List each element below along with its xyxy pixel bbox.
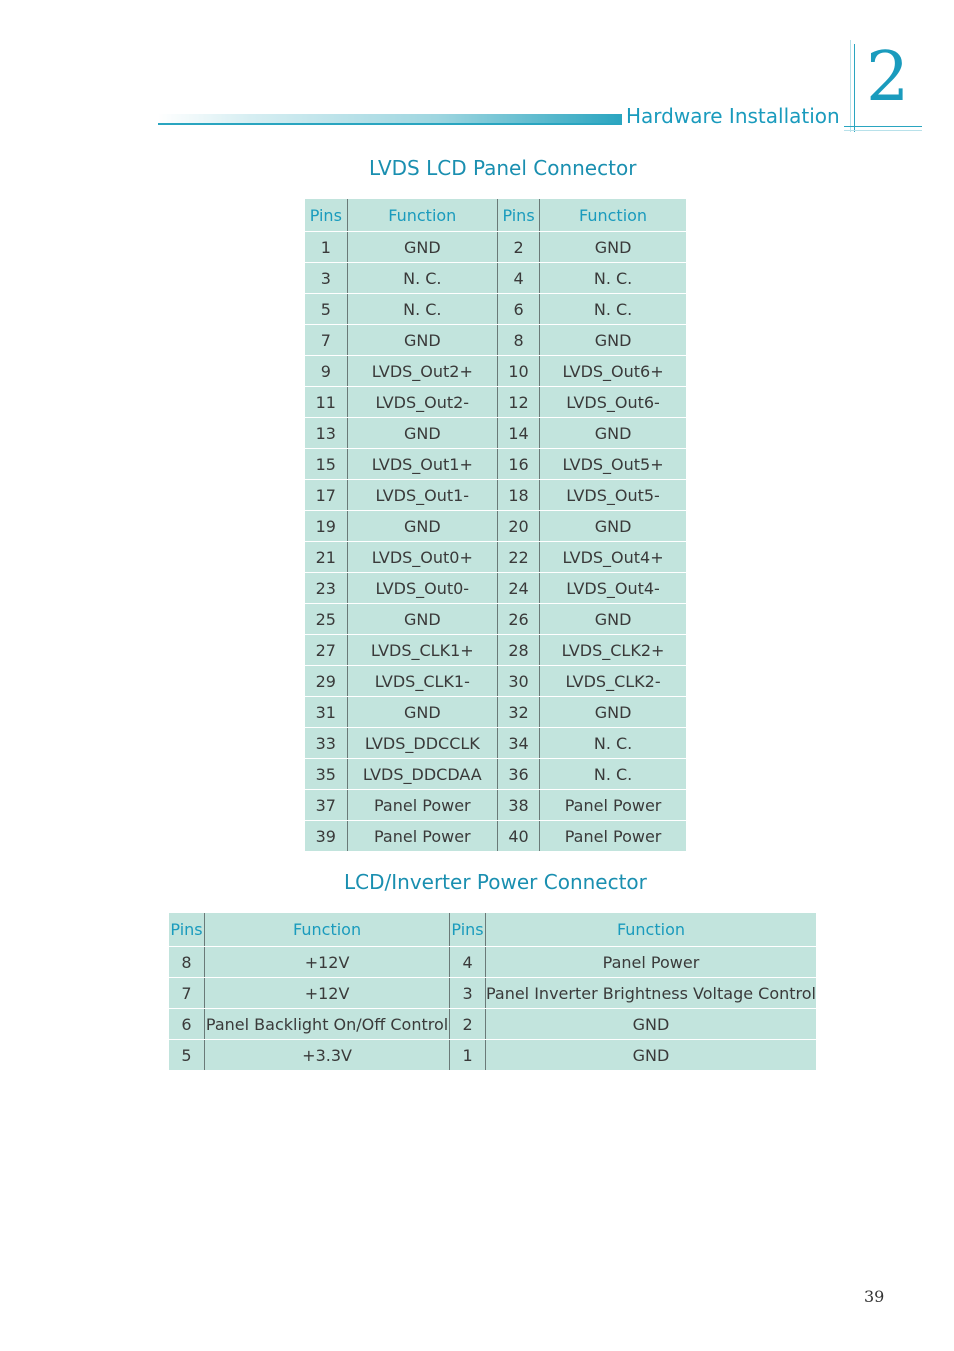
pin-cell: 27 bbox=[305, 635, 347, 666]
function-cell: GND bbox=[347, 232, 497, 263]
function-cell: LVDS_Out5+ bbox=[540, 449, 686, 480]
pin-cell: 22 bbox=[498, 542, 540, 573]
pin-cell: 2 bbox=[498, 232, 540, 263]
function-cell: N. C. bbox=[540, 263, 686, 294]
function-cell: LVDS_Out1- bbox=[347, 480, 497, 511]
table-row bbox=[305, 232, 686, 263]
pin-cell: 24 bbox=[498, 573, 540, 604]
function-cell: Panel Power bbox=[347, 821, 497, 852]
inverter-table-title: LCD/Inverter Power Connector bbox=[344, 870, 647, 894]
function-cell: LVDS_CLK1+ bbox=[347, 635, 497, 666]
pin-cell: 17 bbox=[305, 480, 347, 511]
table-row bbox=[305, 821, 686, 852]
function-cell: LVDS_Out6+ bbox=[540, 356, 686, 387]
table-row bbox=[305, 697, 686, 728]
function-cell: GND bbox=[485, 1009, 816, 1040]
function-cell: GND bbox=[540, 604, 686, 635]
pin-cell: 12 bbox=[498, 387, 540, 418]
table-row bbox=[305, 480, 686, 511]
page-number: 39 bbox=[864, 1287, 885, 1306]
pin-cell: 5 bbox=[169, 1040, 205, 1071]
table-header-row bbox=[305, 199, 686, 232]
table-row bbox=[305, 728, 686, 759]
function-cell: LVDS_DDCCLK bbox=[347, 728, 497, 759]
pin-cell: 1 bbox=[305, 232, 347, 263]
column-header: Pins bbox=[169, 913, 205, 947]
table-row bbox=[305, 790, 686, 821]
pin-cell: 16 bbox=[498, 449, 540, 480]
pin-cell: 15 bbox=[305, 449, 347, 480]
column-header: Pins bbox=[498, 199, 540, 232]
table-row bbox=[305, 759, 686, 790]
pin-cell: 35 bbox=[305, 759, 347, 790]
function-cell: LVDS_CLK2+ bbox=[540, 635, 686, 666]
column-header: Pins bbox=[305, 199, 347, 232]
pin-cell: 33 bbox=[305, 728, 347, 759]
function-cell: LVDS_Out6- bbox=[540, 387, 686, 418]
pin-cell: 23 bbox=[305, 573, 347, 604]
function-cell: N. C. bbox=[540, 728, 686, 759]
column-header: Function bbox=[485, 913, 816, 947]
function-cell: Panel Power bbox=[347, 790, 497, 821]
table-row bbox=[169, 947, 816, 978]
function-cell: LVDS_Out0- bbox=[347, 573, 497, 604]
function-cell: N. C. bbox=[347, 263, 497, 294]
pin-cell: 29 bbox=[305, 666, 347, 697]
table-row bbox=[305, 511, 686, 542]
table-row bbox=[305, 635, 686, 666]
pin-cell: 3 bbox=[305, 263, 347, 294]
pin-cell: 20 bbox=[498, 511, 540, 542]
function-cell: LVDS_Out1+ bbox=[347, 449, 497, 480]
function-cell: GND bbox=[632, 1045, 670, 1065]
function-cell: Panel Power bbox=[485, 947, 816, 978]
function-cell: +12V bbox=[205, 947, 450, 978]
pin-cell: 34 bbox=[498, 728, 540, 759]
pin-cell: 7 bbox=[169, 978, 205, 1009]
function-cell: LVDS_Out2- bbox=[347, 387, 497, 418]
pin-cell: 11 bbox=[305, 387, 347, 418]
function-cell: GND bbox=[540, 232, 686, 263]
pin-cell: 39 bbox=[305, 821, 347, 852]
lvds-pin-table bbox=[305, 199, 686, 851]
table-row bbox=[169, 1040, 816, 1071]
pin-cell: 31 bbox=[305, 697, 347, 728]
pin-cell: 9 bbox=[305, 356, 347, 387]
function-cell: GND bbox=[540, 325, 686, 356]
pin-cell: 28 bbox=[498, 635, 540, 666]
pin-cell: 21 bbox=[305, 542, 347, 573]
function-cell: LVDS_CLK2- bbox=[540, 666, 686, 697]
pin-cell: 14 bbox=[498, 418, 540, 449]
pin-cell: 36 bbox=[498, 759, 540, 790]
function-cell: N. C. bbox=[540, 759, 686, 790]
table-row bbox=[305, 294, 686, 325]
function-cell: LVDS_Out4- bbox=[540, 573, 686, 604]
function-cell: LVDS_Out0+ bbox=[347, 542, 497, 573]
function-cell: Panel Backlight On/Off Control bbox=[205, 1009, 450, 1040]
function-cell: +3.3V bbox=[205, 1040, 450, 1071]
pin-cell: 2 bbox=[450, 1009, 486, 1040]
function-cell: GND bbox=[540, 697, 686, 728]
column-header: Function bbox=[205, 913, 450, 947]
table-row bbox=[169, 1009, 816, 1040]
function-cell: LVDS_Out5- bbox=[540, 480, 686, 511]
function-cell: GND bbox=[540, 511, 686, 542]
function-cell: Panel Power bbox=[564, 826, 662, 846]
function-cell: GND bbox=[347, 697, 497, 728]
header-gradient-bar bbox=[158, 114, 622, 125]
function-cell: GND bbox=[347, 511, 497, 542]
pin-cell: 8 bbox=[169, 947, 205, 978]
function-cell: Panel Inverter Brightness Voltage Control bbox=[485, 978, 816, 1009]
chapter-tab bbox=[842, 40, 922, 132]
table-row bbox=[305, 263, 686, 294]
function-cell: LVDS_Out4+ bbox=[540, 542, 686, 573]
table-row bbox=[305, 356, 686, 387]
pin-cell: 6 bbox=[498, 294, 540, 325]
pin-cell: 6 bbox=[169, 1009, 205, 1040]
pin-cell: 1 bbox=[450, 1040, 486, 1071]
table-row bbox=[305, 604, 686, 635]
column-header: Function bbox=[540, 199, 686, 232]
table-row bbox=[169, 978, 816, 1009]
pin-cell: 10 bbox=[498, 356, 540, 387]
function-cell: LVDS_CLK1- bbox=[347, 666, 497, 697]
pin-cell: 4 bbox=[450, 947, 486, 978]
table-row bbox=[305, 418, 686, 449]
pin-cell: 32 bbox=[498, 697, 540, 728]
pin-cell: 7 bbox=[305, 325, 347, 356]
pin-cell: 18 bbox=[498, 480, 540, 511]
table-row bbox=[305, 573, 686, 604]
function-cell: +12V bbox=[205, 978, 450, 1009]
function-cell: GND bbox=[347, 604, 497, 635]
function-cell: GND bbox=[347, 418, 497, 449]
pin-cell: 4 bbox=[498, 263, 540, 294]
table-row bbox=[305, 387, 686, 418]
pin-cell: 13 bbox=[305, 418, 347, 449]
table-header-row bbox=[169, 913, 816, 947]
chapter-number: 2 bbox=[866, 38, 910, 117]
function-cell: Panel Power bbox=[540, 790, 686, 821]
function-cell: GND bbox=[540, 418, 686, 449]
function-cell: N. C. bbox=[347, 294, 497, 325]
pin-cell: 26 bbox=[498, 604, 540, 635]
section-header-title: Hardware Installation bbox=[626, 104, 840, 128]
pin-cell: 8 bbox=[498, 325, 540, 356]
pin-cell: 5 bbox=[305, 294, 347, 325]
pin-cell: 38 bbox=[498, 790, 540, 821]
function-cell: LVDS_Out2+ bbox=[347, 356, 497, 387]
table-row bbox=[305, 666, 686, 697]
column-header: Function bbox=[347, 199, 497, 232]
table-row bbox=[305, 325, 686, 356]
function-cell: N. C. bbox=[540, 294, 686, 325]
pin-cell: 30 bbox=[498, 666, 540, 697]
function-cell: GND bbox=[347, 325, 497, 356]
lvds-table-title: LVDS LCD Panel Connector bbox=[369, 156, 637, 180]
pin-cell: 19 bbox=[305, 511, 347, 542]
inverter-pin-table bbox=[169, 913, 816, 1070]
pin-cell: 40 bbox=[498, 821, 540, 852]
function-cell: LVDS_DDCDAA bbox=[347, 759, 497, 790]
table-row bbox=[305, 449, 686, 480]
pin-cell: 3 bbox=[450, 978, 486, 1009]
table-row bbox=[305, 542, 686, 573]
column-header: Pins bbox=[450, 913, 486, 947]
pin-cell: 25 bbox=[305, 604, 347, 635]
pin-cell: 37 bbox=[305, 790, 347, 821]
